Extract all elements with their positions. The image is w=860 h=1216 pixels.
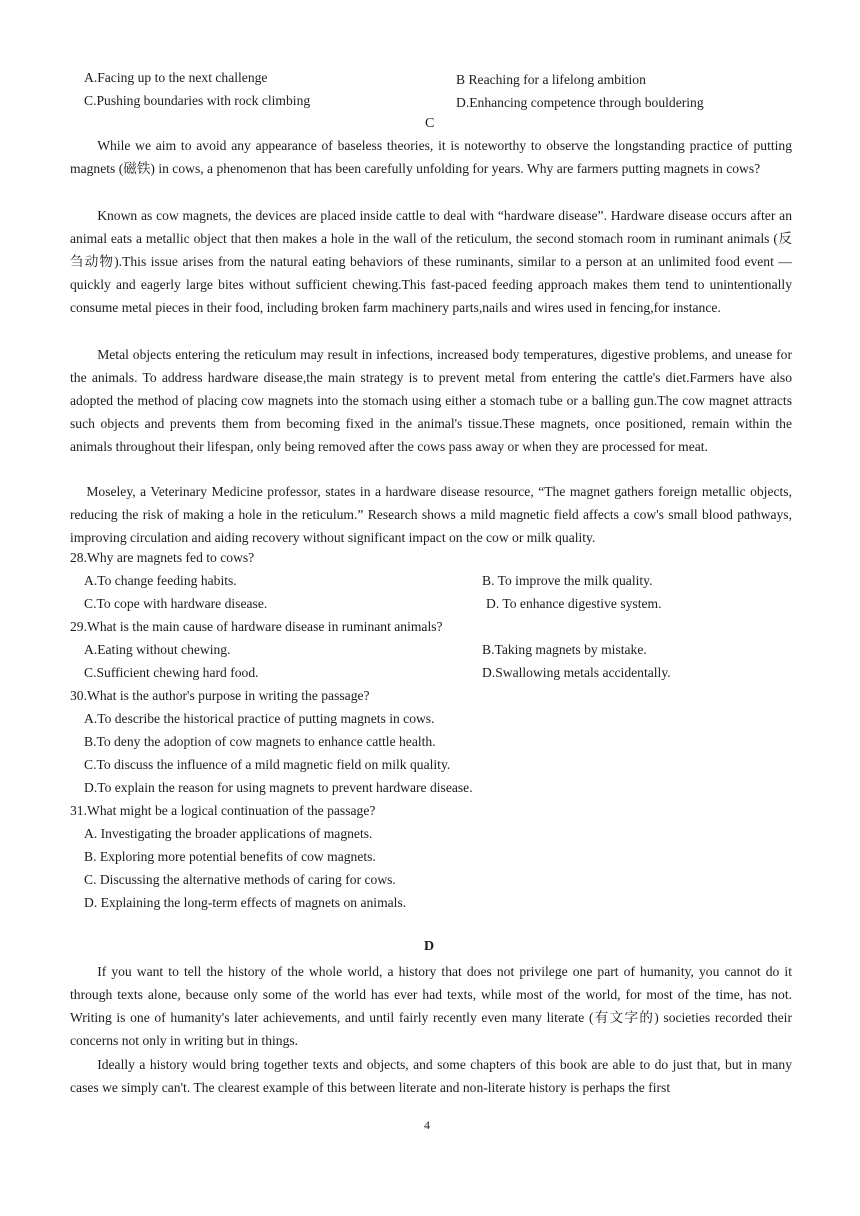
question-28-stem: 28.Why are magnets fed to cows? bbox=[70, 550, 255, 565]
question-29-option-c: C.Sufficient chewing hard food. bbox=[84, 665, 259, 680]
prev-option-b: B Reaching for a lifelong ambition bbox=[456, 72, 646, 87]
passage-c-paragraph-2: Known as cow magnets, the devices are placed inside cattle to deal with “hardware disease”. Hardware disease occurs after an animal eats a metallic object that then makes a hole in the wall of the reticulum, the second stomach room in ruminant animals (反刍动物).This issue arises from the natural eating behaviors of these ruminants, similar to a person at an unlimited food event — quickly and eagerly large bites without sufficient chewing.This fast-paced feeding approach makes them tend to unintentionally consume metal pieces in their food, including broken farm machinery parts,nails and wires used in fencing,for instance. bbox=[70, 208, 792, 315]
question-30-option-a: A.To describe the historical practice of putting magnets in cows. bbox=[84, 711, 435, 726]
question-28-option-a: A.To change feeding habits. bbox=[84, 573, 237, 588]
question-31-option-d: D. Explaining the long-term effects of magnets on animals. bbox=[84, 895, 407, 910]
question-28-option-c: C.To cope with hardware disease. bbox=[84, 596, 268, 611]
question-31-stem: 31.What might be a logical continuation of the passage? bbox=[70, 803, 376, 818]
question-30-option-c: C.To discuss the influence of a mild magnetic field on milk quality. bbox=[84, 757, 451, 772]
question-29-stem: 29.What is the main cause of hardware disease in ruminant animals? bbox=[70, 619, 443, 634]
section-d-heading: D bbox=[424, 939, 435, 954]
passage-c-paragraph-3: Metal objects entering the reticulum may result in infections, increased body temperatures, digestive problems, and unease for the animals. To address hardware disease,the main strategy is to prevent metal from entering the cattle's diet.Farmers have also adopted the method of placing cow magnets into the stomach using either a stomach tube or a balling gun.The cow magnet attracts such objects and prevents them from becoming fixed in the animal's tissue.These magnets, once positioned, remain within the animals throughout their lifespan, only being removed after the cows pass away or when they are processed for meat. bbox=[70, 347, 792, 454]
prev-option-d: D.Enhancing competence through bouldering bbox=[456, 95, 704, 110]
question-30-stem: 30.What is the author's purpose in writing the passage? bbox=[70, 688, 370, 703]
passage-d-paragraph-1: If you want to tell the history of the whole world, a history that does not privilege one part of humanity, you cannot do it through texts alone, because only some of the world has ever had texts, while most of the world, for most of the time, has not. Writing is one of humanity's later achievements, and until fairly recently even many literate (有文字的) societies recorded their concerns not only in writing but in things. bbox=[70, 964, 792, 1048]
passage-c-paragraph-4: Moseley, a Veterinary Medicine professor, states in a hardware disease resource, “The magnet gathers foreign metallic objects, reducing the risk of making a hole in the reticulum.” Research shows a mild magnetic field affects a cow's small blood pathways, improving circulation and aiding recovery without significant impact on the cow or milk quality. bbox=[70, 484, 792, 545]
passage-c-paragraph-1: While we aim to avoid any appearance of baseless theories, it is noteworthy to observe the longstanding practice of putting magnets (磁铁) in cows, a phenomenon that has been carefully unfolding for years. Why are farmers putting magnets in cows? bbox=[70, 138, 792, 176]
section-c-heading: C bbox=[425, 116, 435, 131]
question-29-option-d: D.Swallowing metals accidentally. bbox=[482, 665, 671, 680]
question-31-option-b: B. Exploring more potential benefits of cow magnets. bbox=[84, 849, 376, 864]
prev-option-a: A.Facing up to the next challenge bbox=[84, 70, 268, 85]
question-30-option-d: D.To explain the reason for using magnets to prevent hardware disease. bbox=[84, 780, 473, 795]
question-28-option-d: D. To enhance digestive system. bbox=[486, 596, 662, 611]
question-28-option-b: B. To improve the milk quality. bbox=[482, 573, 653, 588]
passage-d-paragraph-2: Ideally a history would bring together texts and objects, and some chapters of this book are able to do just that, but in many cases we simply can't. The clearest example of this between literate and non-literate history is perhaps the first bbox=[70, 1057, 792, 1095]
question-29-option-a: A.Eating without chewing. bbox=[84, 642, 231, 657]
page-number: 4 bbox=[424, 1118, 430, 1132]
question-30-option-b: B.To deny the adoption of cow magnets to enhance cattle health. bbox=[84, 734, 436, 749]
prev-option-c: C.Pushing boundaries with rock climbing bbox=[84, 93, 311, 108]
question-31-option-a: A. Investigating the broader applications of magnets. bbox=[84, 826, 373, 841]
question-31-option-c: C. Discussing the alternative methods of caring for cows. bbox=[84, 872, 396, 887]
question-29-option-b: B.Taking magnets by mistake. bbox=[482, 642, 647, 657]
